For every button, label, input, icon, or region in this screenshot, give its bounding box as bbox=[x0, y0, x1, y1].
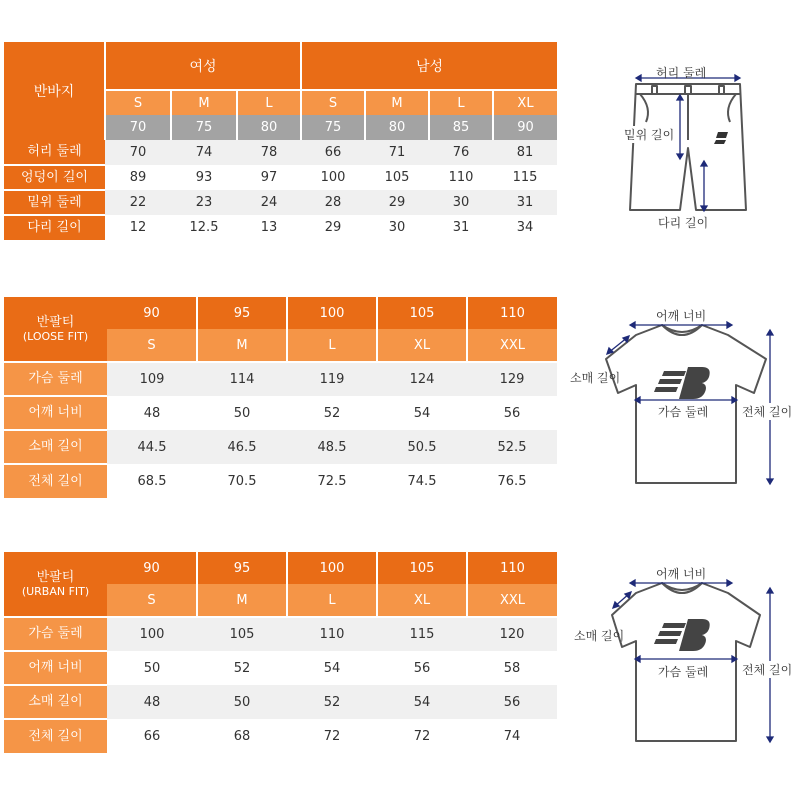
code-cell: 105 bbox=[377, 297, 467, 329]
shorts-title: 반바지 bbox=[4, 42, 105, 140]
table-row bbox=[4, 362, 557, 396]
size-cell: XXL bbox=[467, 584, 557, 617]
value-cell: 56 bbox=[377, 651, 467, 685]
value-cell: 74 bbox=[467, 719, 557, 753]
value-cell: 56 bbox=[467, 685, 557, 719]
value-cell: 97 bbox=[237, 165, 301, 190]
value-cell: 76 bbox=[429, 140, 493, 165]
value-cell: 52 bbox=[287, 685, 377, 719]
shorts-size-table bbox=[4, 42, 557, 240]
value-cell: 70 bbox=[105, 140, 171, 165]
value-cell: 115 bbox=[493, 165, 557, 190]
code-cell: 90 bbox=[107, 552, 197, 584]
value-cell: 31 bbox=[429, 215, 493, 240]
row-label: 전체 길이 bbox=[4, 719, 107, 753]
code-cell: 100 bbox=[287, 297, 377, 329]
value-cell: 66 bbox=[107, 719, 197, 753]
value-cell: 66 bbox=[301, 140, 365, 165]
value-cell: 56 bbox=[467, 396, 557, 430]
size-cell: S bbox=[107, 584, 197, 617]
code-cell: 95 bbox=[197, 297, 287, 329]
loose-fit-tshirt-diagram bbox=[570, 305, 795, 495]
urban-fit-tshirt-diagram bbox=[570, 563, 795, 753]
row-label: 엉덩이 길이 bbox=[4, 165, 105, 190]
table-row bbox=[4, 140, 557, 165]
value-cell: 30 bbox=[365, 215, 429, 240]
value-cell: 52 bbox=[287, 396, 377, 430]
table-row bbox=[4, 165, 557, 190]
value-cell: 68.5 bbox=[107, 464, 197, 498]
value-cell: 48 bbox=[107, 685, 197, 719]
value-cell: 24 bbox=[237, 190, 301, 215]
value-cell: 28 bbox=[301, 190, 365, 215]
value-cell: 48 bbox=[107, 396, 197, 430]
row-label: 허리 둘레 bbox=[4, 140, 105, 165]
table-row bbox=[4, 190, 557, 215]
value-cell: 31 bbox=[493, 190, 557, 215]
value-cell: 109 bbox=[107, 362, 197, 396]
value-cell: 44.5 bbox=[107, 430, 197, 464]
value-cell: 12.5 bbox=[171, 215, 237, 240]
code-cell: 75 bbox=[171, 115, 237, 140]
tshirt-outline-icon bbox=[570, 305, 795, 495]
value-cell: 100 bbox=[301, 165, 365, 190]
value-cell: 68 bbox=[197, 719, 287, 753]
value-cell: 12 bbox=[105, 215, 171, 240]
table-row bbox=[4, 719, 557, 753]
code-cell: 95 bbox=[197, 552, 287, 584]
value-cell: 78 bbox=[237, 140, 301, 165]
value-cell: 115 bbox=[377, 617, 467, 651]
code-cell: 105 bbox=[377, 552, 467, 584]
value-cell: 22 bbox=[105, 190, 171, 215]
size-cell: S bbox=[105, 90, 171, 115]
value-cell: 50 bbox=[107, 651, 197, 685]
size-cell: XXL bbox=[467, 329, 557, 362]
row-label: 소매 길이 bbox=[4, 430, 107, 464]
size-cell: XL bbox=[377, 329, 467, 362]
size-cell: M bbox=[171, 90, 237, 115]
row-label: 어깨 너비 bbox=[4, 396, 107, 430]
value-cell: 30 bbox=[429, 190, 493, 215]
value-cell: 70.5 bbox=[197, 464, 287, 498]
row-label: 가슴 둘레 bbox=[4, 617, 107, 651]
sleeve-label: 소매 길이 bbox=[574, 629, 625, 643]
table-row bbox=[4, 617, 557, 651]
value-cell: 50 bbox=[197, 685, 287, 719]
value-cell: 110 bbox=[287, 617, 377, 651]
value-cell: 54 bbox=[377, 396, 467, 430]
tshirt-outline-icon bbox=[570, 563, 795, 753]
value-cell: 29 bbox=[365, 190, 429, 215]
value-cell: 105 bbox=[197, 617, 287, 651]
value-cell: 76.5 bbox=[467, 464, 557, 498]
shorts-diagram bbox=[600, 60, 780, 240]
size-cell: S bbox=[301, 90, 365, 115]
loose-fit-size-table bbox=[4, 297, 557, 498]
value-cell: 54 bbox=[287, 651, 377, 685]
value-cell: 52 bbox=[197, 651, 287, 685]
code-cell: 80 bbox=[237, 115, 301, 140]
value-cell: 72.5 bbox=[287, 464, 377, 498]
value-cell: 46.5 bbox=[197, 430, 287, 464]
value-cell: 72 bbox=[377, 719, 467, 753]
shoulder-label: 어깨 너비 bbox=[656, 567, 707, 581]
value-cell: 72 bbox=[287, 719, 377, 753]
size-cell: XL bbox=[493, 90, 557, 115]
men-header: 남성 bbox=[301, 42, 557, 90]
row-label: 어깨 너비 bbox=[4, 651, 107, 685]
urban-fit-title-text: 반팔티 bbox=[36, 569, 75, 585]
size-cell: M bbox=[197, 584, 287, 617]
value-cell: 100 bbox=[107, 617, 197, 651]
row-label: 전체 길이 bbox=[4, 464, 107, 498]
code-cell: 70 bbox=[105, 115, 171, 140]
value-cell: 50 bbox=[197, 396, 287, 430]
value-cell: 93 bbox=[171, 165, 237, 190]
row-label: 가슴 둘레 bbox=[4, 362, 107, 396]
code-cell: 90 bbox=[493, 115, 557, 140]
value-cell: 124 bbox=[377, 362, 467, 396]
value-cell: 29 bbox=[301, 215, 365, 240]
chest-label: 가슴 둘레 bbox=[658, 665, 709, 679]
shorts-outline-icon bbox=[600, 60, 780, 240]
value-cell: 54 bbox=[377, 685, 467, 719]
new-balance-logo-icon bbox=[654, 367, 710, 399]
code-cell: 85 bbox=[429, 115, 493, 140]
row-label: 다리 길이 bbox=[4, 215, 105, 240]
table-row bbox=[4, 651, 557, 685]
value-cell: 110 bbox=[429, 165, 493, 190]
size-cell: L bbox=[287, 584, 377, 617]
urban-fit-size-table bbox=[4, 552, 557, 753]
code-cell: 80 bbox=[365, 115, 429, 140]
table-row bbox=[4, 430, 557, 464]
table-row bbox=[4, 464, 557, 498]
size-cell: S bbox=[107, 329, 197, 362]
code-cell: 110 bbox=[467, 552, 557, 584]
value-cell: 23 bbox=[171, 190, 237, 215]
value-cell: 89 bbox=[105, 165, 171, 190]
value-cell: 74 bbox=[171, 140, 237, 165]
new-balance-logo-icon bbox=[654, 619, 710, 651]
waist-label: 허리 둘레 bbox=[656, 66, 707, 80]
code-cell: 75 bbox=[301, 115, 365, 140]
urban-fit-subtitle: (URBAN FIT) bbox=[21, 584, 90, 598]
size-cell: XL bbox=[377, 584, 467, 617]
value-cell: 74.5 bbox=[377, 464, 467, 498]
value-cell: 105 bbox=[365, 165, 429, 190]
row-label: 밑위 둘레 bbox=[4, 190, 105, 215]
size-cell: M bbox=[197, 329, 287, 362]
total-length-label: 전체 길이 bbox=[742, 663, 793, 677]
value-cell: 129 bbox=[467, 362, 557, 396]
value-cell: 71 bbox=[365, 140, 429, 165]
value-cell: 48.5 bbox=[287, 430, 377, 464]
loose-fit-subtitle: (LOOSE FIT) bbox=[22, 329, 89, 343]
sleeve-label: 소매 길이 bbox=[570, 371, 621, 385]
value-cell: 114 bbox=[197, 362, 287, 396]
code-cell: 110 bbox=[467, 297, 557, 329]
urban-fit-title bbox=[4, 552, 107, 617]
value-cell: 120 bbox=[467, 617, 557, 651]
size-cell: M bbox=[365, 90, 429, 115]
size-cell: L bbox=[237, 90, 301, 115]
loose-fit-title bbox=[4, 297, 107, 362]
chest-label: 가슴 둘레 bbox=[658, 405, 709, 419]
table-row bbox=[4, 215, 557, 240]
value-cell: 119 bbox=[287, 362, 377, 396]
table-row bbox=[4, 396, 557, 430]
total-length-label: 전체 길이 bbox=[742, 405, 793, 419]
shoulder-label: 어깨 너비 bbox=[656, 309, 707, 323]
value-cell: 13 bbox=[237, 215, 301, 240]
table-row bbox=[4, 685, 557, 719]
value-cell: 34 bbox=[493, 215, 557, 240]
size-cell: L bbox=[429, 90, 493, 115]
new-balance-logo-icon bbox=[714, 132, 728, 144]
value-cell: 58 bbox=[467, 651, 557, 685]
code-cell: 100 bbox=[287, 552, 377, 584]
value-cell: 81 bbox=[493, 140, 557, 165]
row-label: 소매 길이 bbox=[4, 685, 107, 719]
code-cell: 90 bbox=[107, 297, 197, 329]
value-cell: 52.5 bbox=[467, 430, 557, 464]
rise-label: 밑위 길이 bbox=[624, 128, 675, 142]
size-cell: L bbox=[287, 329, 377, 362]
leg-label: 다리 길이 bbox=[658, 216, 709, 230]
women-header: 여성 bbox=[105, 42, 301, 90]
value-cell: 50.5 bbox=[377, 430, 467, 464]
loose-fit-title-text: 반팔티 bbox=[36, 314, 75, 330]
